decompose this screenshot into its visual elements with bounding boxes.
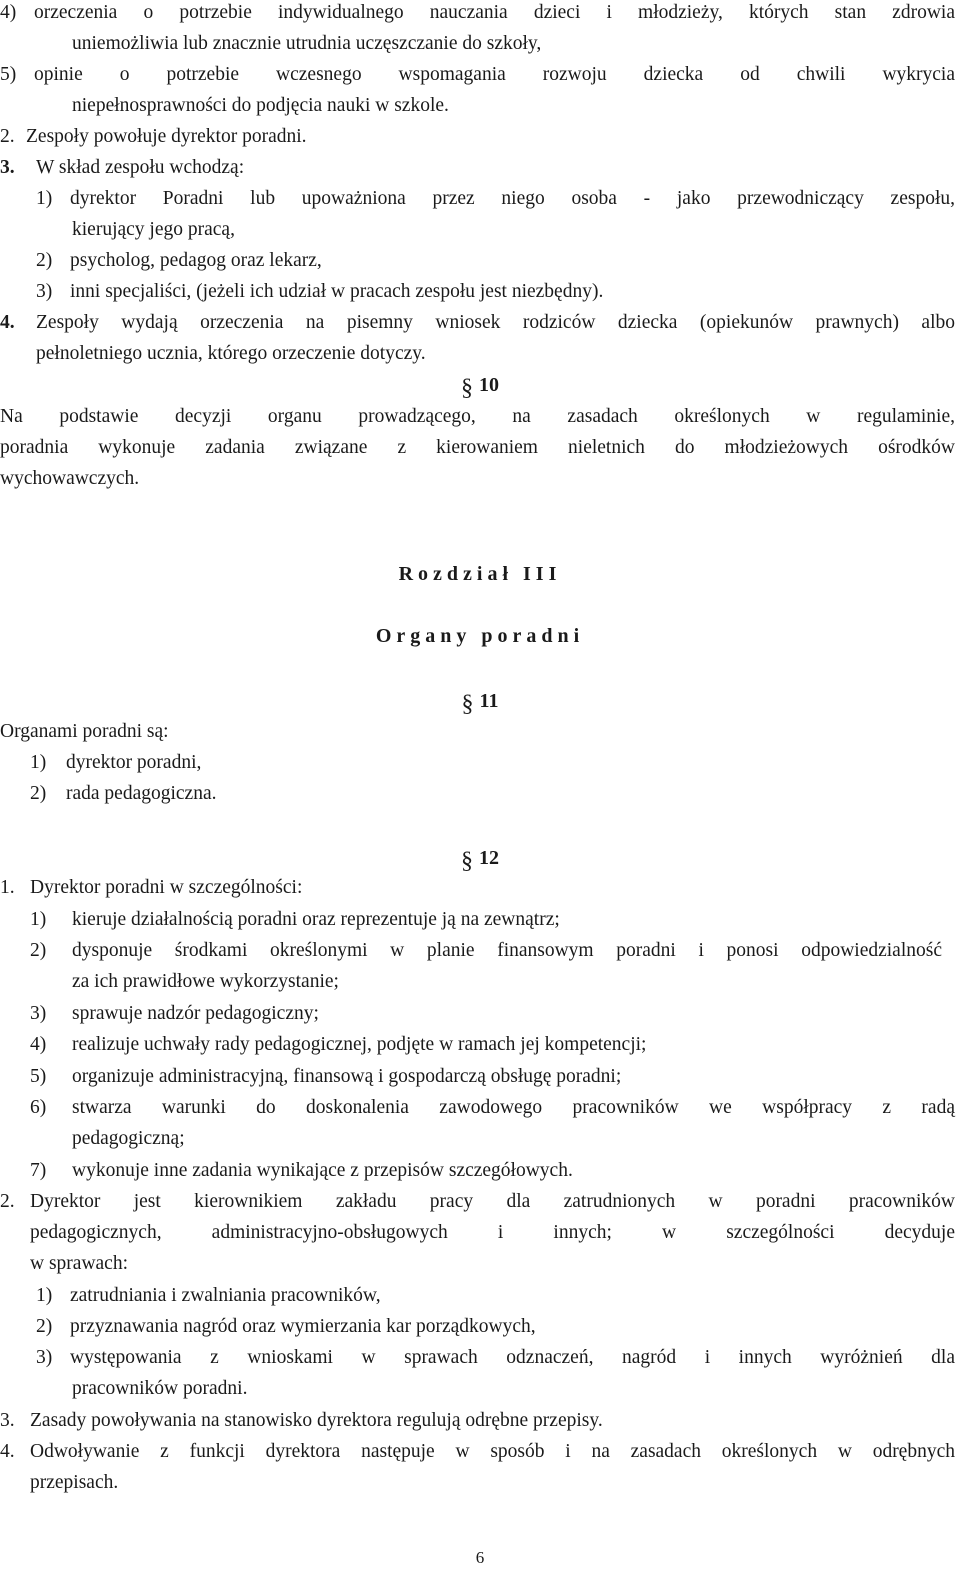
list-item: 6) stwarza warunki do doskonalenia zawodowego pracowników we współpracy z radą: [30, 1097, 955, 1118]
list-item-continuation: za ich prawidłowe wykorzystanie;: [72, 971, 339, 992]
list-item: 7) wykonuje inne zadania wynikające z przepisów szczegółowych.: [30, 1160, 573, 1181]
paragraph-line: wychowawczych.: [0, 468, 140, 489]
numbered-paragraph: 3. Zasady powoływania na stanowisko dyrektora regulują odrębne przepisy.: [0, 1410, 603, 1431]
numbered-paragraph: 2. Zespoły powołuje dyrektor poradni.: [0, 126, 307, 147]
list-item: 2) dysponuje środkami określonymi w planie finansowym poradni i ponosi odpowiedzialność: [30, 940, 942, 961]
paragraph-line: Na podstawie decyzji organu prowadzącego, na zasadach określonych w regulaminie,: [0, 406, 955, 427]
numbered-paragraph: 1. Dyrektor poradni w szczególności:: [0, 877, 303, 898]
chapter-subtitle: Organy poradni: [375, 625, 585, 647]
list-item-text: orzeczenia o potrzebie indywidualnego nauczania dzieci i młodzieży, których stan zdrowia: [34, 2, 955, 23]
list-item: 5) opinie o potrzebie wczesnego wspomagania rozwoju dziecka od chwili wykrycia: [0, 64, 955, 85]
paragraph-intro: Organami poradni są:: [0, 721, 169, 742]
numbered-paragraph: 4. Odwoływanie z funkcji dyrektora następuje w sposób i na zasadach określonych w odrębnych: [0, 1441, 955, 1462]
list-item-continuation: niepełnosprawności do podjęcia nauki w szkole.: [72, 95, 449, 116]
list-item: 1) zatrudniania i zwalniania pracowników,: [36, 1285, 381, 1306]
list-item: 3) inni specjaliści, (jeżeli ich udział w pracach zespołu jest niezbędny).: [36, 281, 604, 302]
section-number: § 11: [0, 686, 960, 717]
list-item: 2) rada pedagogiczna.: [30, 783, 217, 804]
paragraph-line: poradnia wykonuje zadania związane z kierowaniem nieletnich do młodzieżowych ośrodków: [0, 437, 955, 458]
list-item: 4) realizuje uchwały rady pedagogicznej, podjęte w ramach jej kompetencji;: [30, 1034, 647, 1055]
list-item-continuation: pedagogiczną;: [72, 1128, 185, 1149]
paragraph-continuation: przepisach.: [30, 1472, 119, 1493]
numbered-paragraph: 2. Dyrektor jest kierownikiem zakładu pracy dla zatrudnionych w poradni pracowników: [0, 1191, 955, 1212]
chapter-title: Rozdział III: [398, 563, 562, 585]
list-item-continuation: uniemożliwia lub znacznie utrudnia uczęszczanie do szkoły,: [72, 33, 542, 54]
list-item: 4) orzeczenia o potrzebie indywidualnego nauczania dzieci i młodzieży, których stan zdrowia: [0, 2, 955, 23]
paragraph-continuation: w sprawach:: [30, 1253, 129, 1274]
list-item: 1) dyrektor poradni,: [30, 752, 202, 773]
list-item: 3) występowania z wnioskami w sprawach odznaczeń, nagród i innych wyróżnień dla: [36, 1347, 955, 1368]
list-item-continuation: kierujący jego pracą,: [72, 219, 235, 240]
page-number: 6: [475, 1548, 485, 1567]
paragraph-continuation: pedagogicznych, administracyjno-obsługowych i innych; w szczególności decyduje: [30, 1222, 955, 1243]
numbered-paragraph: 3. W skład zespołu wchodzą:: [0, 157, 245, 178]
list-item-text: opinie o potrzebie wczesnego wspomagania rozwoju dziecka od chwili wykrycia: [34, 64, 955, 85]
list-item-continuation: pracowników poradni.: [72, 1378, 248, 1399]
list-item: 2) przyznawania nagród oraz wymierzania kar porządkowych,: [36, 1316, 536, 1337]
section-number: § 12: [0, 843, 960, 874]
list-item: 5) organizuje administracyjną, finansową i gospodarczą obsługę poradni;: [30, 1066, 622, 1087]
section-number: § 10: [0, 370, 960, 401]
numbered-paragraph: 4. Zespoły wydają orzeczenia na pisemny wniosek rodziców dziecka (opiekunów prawnych) albo: [0, 312, 955, 333]
list-item: 3) sprawuje nadzór pedagogiczny;: [30, 1003, 319, 1024]
list-item: 2) psycholog, pedagog oraz lekarz,: [36, 250, 322, 271]
list-item: 1) kieruje działalnością poradni oraz reprezentuje ją na zewnątrz;: [30, 909, 560, 930]
paragraph-continuation: pełnoletniego ucznia, którego orzeczenie dotyczy.: [36, 343, 426, 364]
list-item: 1) dyrektor Poradni lub upoważniona przez niego osoba - jako przewodniczący zespołu,: [36, 188, 955, 209]
